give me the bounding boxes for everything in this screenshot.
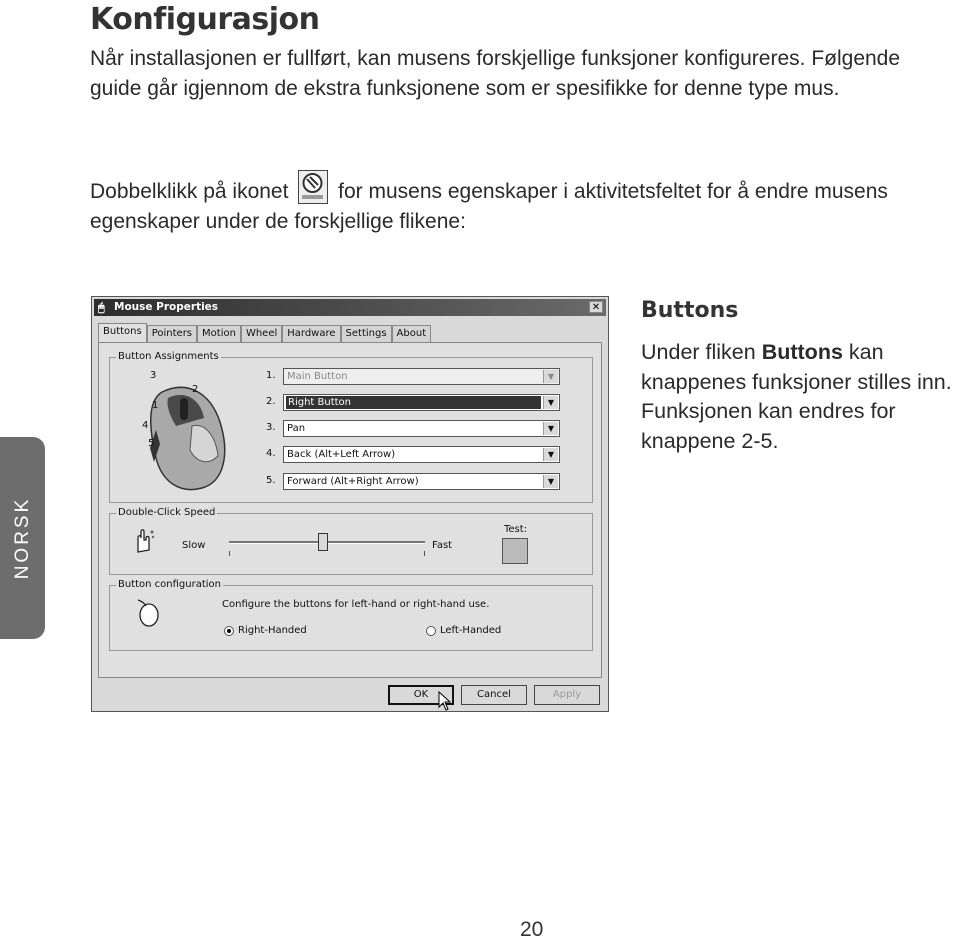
tab-buttons[interactable]: Buttons <box>98 323 147 344</box>
button-1-dropdown <box>283 368 560 385</box>
instruction-paragraph <box>90 170 950 236</box>
button-configuration-label: Button configuration <box>118 579 222 590</box>
tab-settings[interactable]: Settings <box>341 325 392 344</box>
assignment-number: 1. <box>266 370 276 381</box>
assignment-number: 2. <box>266 396 276 407</box>
dropdown-value: Back (Alt+Left Arrow) <box>287 449 396 460</box>
assignment-number: 4. <box>266 448 276 459</box>
slider-tick <box>229 551 230 556</box>
dropdown-value: Forward (Alt+Right Arrow) <box>287 476 419 487</box>
double-click-speed-label: Double-Click Speed <box>118 507 216 518</box>
small-mouse-icon <box>136 598 162 628</box>
section-text-before: Under fliken <box>641 340 762 364</box>
section-heading: Buttons <box>641 298 739 323</box>
ok-button[interactable]: OK <box>388 685 454 705</box>
cancel-button[interactable]: Cancel <box>461 685 527 705</box>
mouse-app-icon: 🖱 <box>98 301 105 314</box>
apply-button: Apply <box>534 685 600 705</box>
tab-strip <box>98 323 431 342</box>
chevron-down-icon[interactable]: ▼ <box>543 422 558 435</box>
dropdown-value: Right Button <box>286 396 541 409</box>
close-button[interactable]: ✕ <box>589 301 603 313</box>
assignment-number: 5. <box>266 475 276 486</box>
section-text <box>641 338 959 456</box>
button-2-dropdown[interactable] <box>283 394 560 411</box>
instruction-before-icon: Dobbelklikk på ikonet <box>90 180 289 203</box>
callout-2: 2 <box>192 384 199 395</box>
dropdown-value: Main Button <box>287 371 348 382</box>
button-4-dropdown[interactable] <box>283 446 560 463</box>
tab-motion[interactable]: Motion <box>197 325 241 344</box>
dialog-titlebar <box>94 299 606 316</box>
button-5-dropdown[interactable] <box>283 473 560 490</box>
instruction-after-icon: for musens egenskaper i aktivitetsfeltet for å endre musens egenskaper under de forskjellige flikene: <box>90 180 888 233</box>
callout-1: 1 <box>152 400 159 411</box>
chevron-down-icon[interactable]: ▼ <box>543 448 558 461</box>
tab-pointers[interactable]: Pointers <box>147 325 197 344</box>
mouse-properties-dialog <box>91 296 609 712</box>
tab-wheel[interactable]: Wheel <box>241 325 282 344</box>
button-configuration-group <box>109 579 593 651</box>
language-label: NORSK <box>11 496 33 580</box>
dropdown-value: Pan <box>287 423 306 434</box>
dialog-title: Mouse Properties <box>114 301 219 313</box>
chevron-down-icon[interactable]: ▼ <box>543 396 558 409</box>
callout-3: 3 <box>150 370 157 381</box>
cursor-arrow-icon <box>438 691 452 711</box>
double-click-slider-thumb[interactable] <box>318 533 328 551</box>
button-3-dropdown[interactable] <box>283 420 560 437</box>
chevron-down-icon: ▼ <box>543 370 558 383</box>
hand-pointer-icon <box>130 528 156 554</box>
chevron-down-icon[interactable]: ▼ <box>543 475 558 488</box>
left-handed-label[interactable]: Left-Handed <box>440 625 502 636</box>
assignment-number: 3. <box>266 422 276 433</box>
test-area-icon[interactable] <box>502 538 528 564</box>
slider-tick <box>424 551 425 556</box>
callout-4: 4 <box>142 420 149 431</box>
tab-hardware[interactable]: Hardware <box>282 325 340 344</box>
button-config-description: Configure the buttons for left-hand or right-hand use. <box>222 599 490 610</box>
test-label: Test: <box>504 524 528 535</box>
tab-about[interactable]: About <box>392 325 432 344</box>
intro-paragraph: Når installasjonen er fullført, kan musens forskjellige funksjoner konfigureres. Følgende guide går igjennom de ekstra funksjonene som er spesifikke for denne type mus. <box>90 47 901 100</box>
buttons-tab-panel <box>98 342 602 678</box>
mouse-tray-icon <box>298 170 328 204</box>
section-text-bold: Buttons <box>761 340 843 364</box>
language-side-tab <box>0 437 45 639</box>
left-handed-radio[interactable] <box>426 626 436 636</box>
mouse-diagram-icon <box>132 372 240 494</box>
button-assignments-label: Button Assignments <box>118 351 219 362</box>
page-title: Konfigurasjon <box>90 2 320 37</box>
right-handed-label[interactable]: Right-Handed <box>238 625 307 636</box>
slow-label: Slow <box>182 540 206 551</box>
right-handed-radio[interactable] <box>224 626 234 636</box>
section-text-after: kan knappenes funksjoner stilles inn. Funksjonen kan endres for knappene 2-5. <box>641 340 952 453</box>
fast-label: Fast <box>432 540 453 551</box>
button-assignments-group <box>109 351 593 503</box>
double-click-speed-group <box>109 507 593 575</box>
callout-5: 5 <box>148 438 155 449</box>
page-number: 20 <box>520 918 544 941</box>
